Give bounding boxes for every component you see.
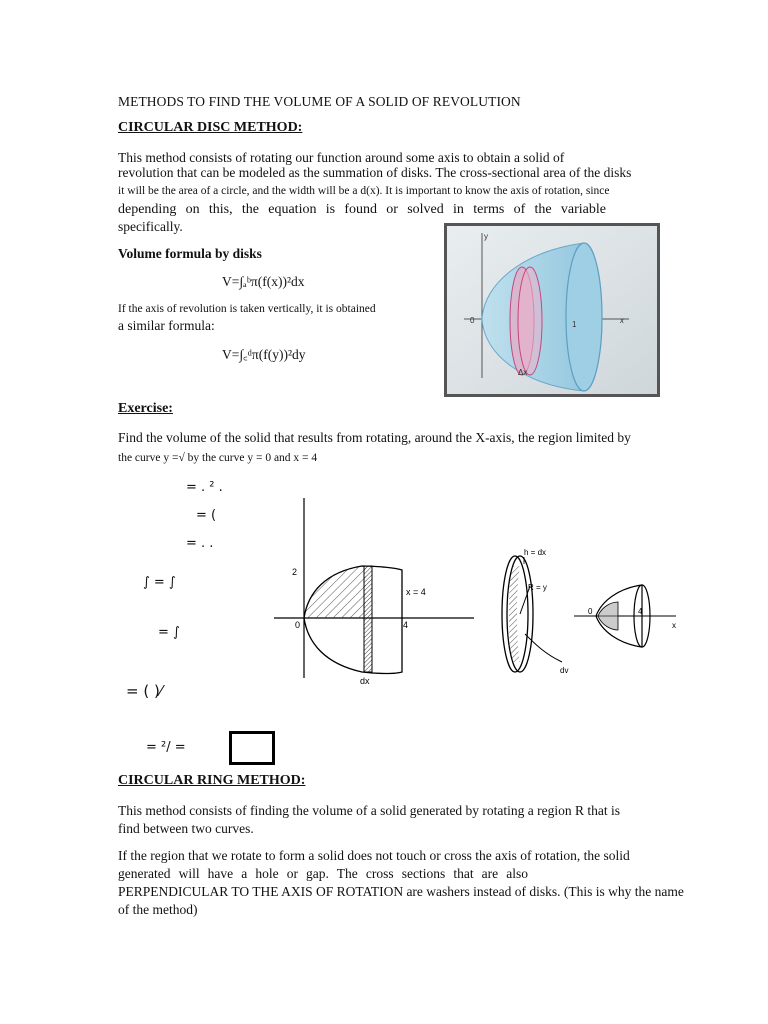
- fig2-x-tick: 4: [403, 620, 409, 630]
- fig1-origin: 0: [470, 316, 475, 325]
- disc-paragraph-line-4: depending on this, the equation is found or solved in terms of the variable: [118, 202, 606, 217]
- region-figure: [270, 494, 480, 690]
- ring-paragraph-2-line-3: PERPENDICULAR TO THE AXIS OF ROTATION are washers instead of disks. (This is why the name: [118, 884, 684, 899]
- math-line-1: [186, 480, 223, 495]
- fig1-x-label: x: [620, 316, 624, 325]
- fig4-x-tick: 4: [638, 607, 643, 616]
- fig2-origin: 0: [295, 620, 301, 630]
- fig1-y-label: y: [484, 232, 488, 241]
- ring-paragraph-2-line-1: If the region that we rotate to form a solid does not touch or cross the axis of rotation, the solid: [118, 848, 630, 863]
- ring-paragraph-1-line-2: find between two curves.: [118, 821, 254, 836]
- math-line-7-text: = ²/ =: [146, 740, 186, 755]
- disc-paragraph-line-1: This method consists of rotating our function around some axis to obtain a solid of: [118, 150, 565, 165]
- ring-paragraph-2-line-4: of the method): [118, 902, 198, 917]
- math-line-2-text: = (: [196, 508, 217, 523]
- fig3-radius: R = y: [528, 583, 547, 592]
- disc-method-heading: CIRCULAR DISC METHOD:: [118, 120, 303, 135]
- solid-sketch-figure: [572, 578, 682, 648]
- fig4-x-label: x: [672, 621, 676, 630]
- disc-paragraph-line-2: revolution that can be modeled as the summation of disks. The cross-sectional area of the disks: [118, 165, 632, 180]
- disc-formula-y: V=∫꜀ᵈπ(f(y))²dy: [222, 347, 306, 362]
- disc-paragraph-line-5: specifically.: [118, 219, 183, 234]
- math-line-3-text: = . .: [186, 536, 214, 551]
- math-line-6-text: = ( )⁄: [126, 682, 163, 700]
- fig2-dx: dx: [360, 676, 370, 686]
- fig1-one: 1: [572, 320, 577, 329]
- exercise-line-1: Find the volume of the solid that results from rotating, around the X-axis, the region limited by: [118, 430, 631, 445]
- math-line-7: [146, 740, 186, 755]
- math-line-4-text: ∫ = ∫: [143, 575, 176, 590]
- answer-box: [229, 731, 275, 765]
- fig2-y-tick: 2: [292, 567, 298, 577]
- ring-method-heading: CIRCULAR RING METHOD:: [118, 773, 306, 788]
- fig2-x-equation: x = 4: [406, 587, 426, 597]
- disc-formula-x: V=∫ₐᵇπ(f(x))²dx: [222, 274, 305, 289]
- math-line-3: [186, 536, 213, 551]
- page-title: METHODS TO FIND THE VOLUME OF A SOLID OF REVOLUTION: [118, 94, 521, 109]
- math-line-4: [143, 575, 176, 590]
- fig3-dv: dv: [560, 666, 569, 675]
- exercise-line-2: the curve y =√ by the curve y = 0 and x = 4: [118, 452, 318, 464]
- ring-paragraph-2-line-2: generated will have a hole or gap. The cross sections that are also: [118, 866, 528, 881]
- math-line-5: [158, 625, 180, 640]
- disc-formula-title: Volume formula by disks: [118, 246, 262, 261]
- vertical-axis-line-1: If the axis of revolution is taken vertically, it is obtained: [118, 303, 376, 315]
- fig4-origin: 0: [588, 607, 593, 616]
- disc-paragraph-line-3: it will be the area of a circle, and the width will be a d(x). It is important to know the axis of rotation, since: [118, 185, 610, 197]
- disk-figure: [490, 544, 570, 679]
- vertical-axis-line-2: a similar formula:: [118, 318, 215, 333]
- math-line-1-text: = . ² .: [186, 480, 223, 495]
- fig1-delta-x: Δx: [518, 368, 528, 377]
- paraboloid-figure: [444, 223, 660, 397]
- fig3-height: h = dx: [524, 548, 547, 557]
- math-line-2: [196, 508, 216, 523]
- ring-paragraph-1-line-1: This method consists of finding the volume of a solid generated by rotating a region R that is: [118, 803, 621, 818]
- math-line-5-text: = ∫: [158, 625, 180, 640]
- exercise-heading: Exercise:: [118, 401, 173, 416]
- math-line-6: [126, 682, 162, 700]
